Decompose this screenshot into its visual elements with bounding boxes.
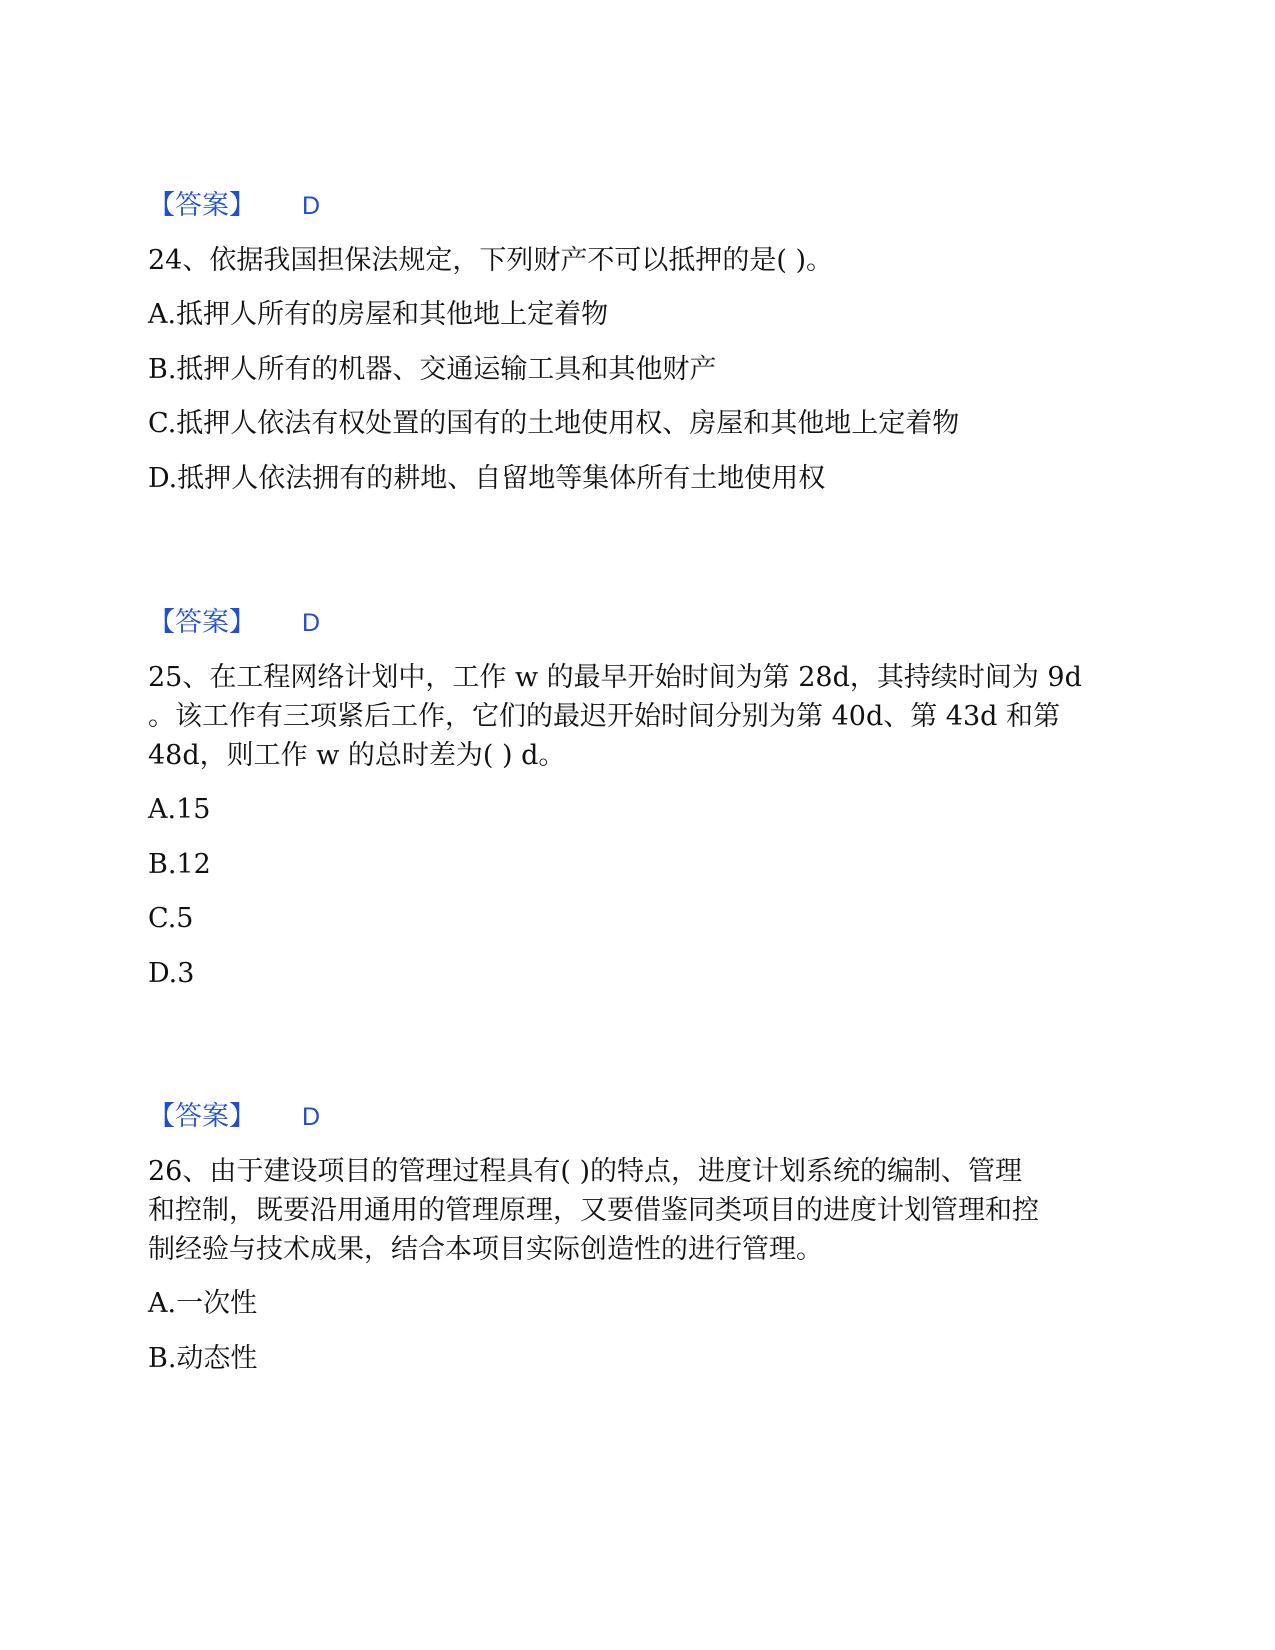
question-26-text-line-2: 和控制，既要沿用通用的管理原理，又要借鉴同类项目的进度计划管理和控 [148, 1195, 1039, 1226]
question-26-option-a: A.一次性 [148, 1288, 258, 1319]
answer-value: D [302, 1103, 321, 1131]
question-24-option-a: A.抵押人所有的房屋和其他地上定着物 [148, 299, 609, 330]
question-25-text-line-3: 48d，则工作 w 的总时差为( ) d。 [148, 740, 566, 771]
answer-label: 【答案】 [148, 607, 256, 638]
answer-line [148, 1097, 320, 1137]
answer-line [148, 603, 320, 643]
answer-value: D [302, 609, 321, 637]
question-25-text-line-1: 25、在工程网络计划中，工作 w 的最早开始时间为第 28d，其持续时间为 9d [148, 662, 1082, 693]
answer-line [148, 186, 320, 226]
question-25-option-b: B.12 [148, 849, 211, 880]
question-24-option-c: C.抵押人依法有权处置的国有的土地使用权、房屋和其他地上定着物 [148, 408, 960, 439]
question-25-option-a: A.15 [148, 794, 211, 825]
question-26-option-b: B.动态性 [148, 1343, 258, 1374]
answer-label: 【答案】 [148, 190, 256, 221]
question-26-text-line-1: 26、由于建设项目的管理过程具有( )的特点，进度计划系统的编制、管理 [148, 1156, 1023, 1187]
question-24-text: 24、依据我国担保法规定，下列财产不可以抵押的是( )。 [148, 245, 834, 276]
question-24-option-d: D.抵押人依法拥有的耕地、自留地等集体所有土地使用权 [148, 463, 826, 494]
question-26-text-line-3: 制经验与技术成果，结合本项目实际创造性的进行管理。 [148, 1234, 823, 1265]
question-25-text-line-2: 。该工作有三项紧后工作，它们的最迟开始时间分别为第 40d、第 43d 和第 [148, 701, 1061, 732]
answer-label: 【答案】 [148, 1101, 256, 1132]
question-25-option-d: D.3 [148, 958, 195, 989]
question-25-option-c: C.5 [148, 903, 194, 934]
question-24-option-b: B.抵押人所有的机器、交通运输工具和其他财产 [148, 354, 717, 385]
answer-value: D [302, 192, 321, 220]
